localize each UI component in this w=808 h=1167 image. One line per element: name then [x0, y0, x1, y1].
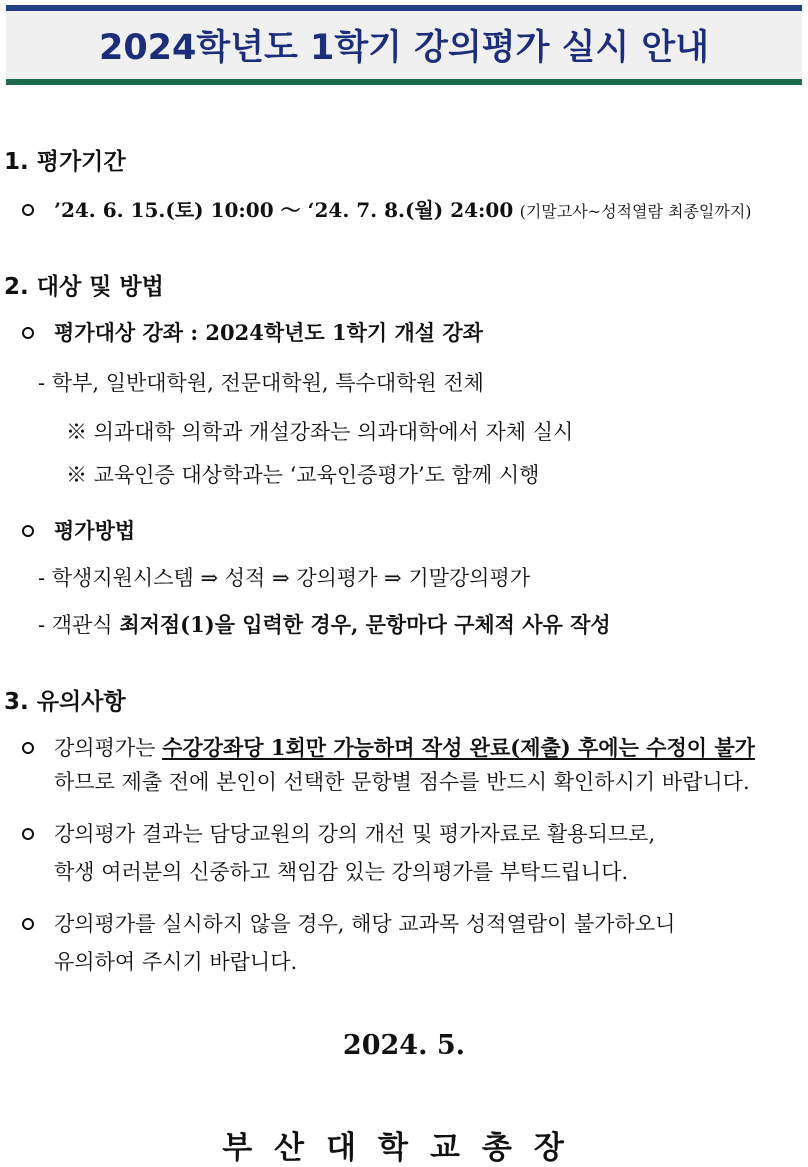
section3-heading: 3. 유의사항 [4, 689, 126, 715]
section1-heading: 1. 평가기간 [4, 149, 126, 175]
method-path: - 학생지원시스템 ⇒ 성적 ⇒ 강의평가 ⇒ 기말강의평가 [38, 566, 531, 590]
period-note: (기말고사~성적열람 최종일까지) [519, 202, 752, 221]
item2-line2: 학생 여러분의 신중하고 책임감 있는 강의평가를 부탁드립니다. [54, 860, 629, 884]
accreditation-note: ※ 교육인증 대상학과는 ‘교육인증평가’도 함께 시행 [66, 463, 540, 487]
bullet-circle-icon [22, 828, 34, 840]
bullet-circle-icon [22, 742, 34, 754]
item2-line1: 강의평가 결과는 담당교원의 강의 개선 및 평가자료로 활용되므로, [54, 822, 656, 846]
bullet-circle-icon [22, 525, 34, 537]
method-title: 평가방법 [54, 518, 136, 543]
notice-item-2 [22, 824, 655, 845]
method-rule-prefix: - 객관식 [38, 613, 120, 637]
notice-item-1 [22, 737, 755, 759]
item3-line1: 강의평가를 실시하지 않을 경우, 해당 교과목 성적열람이 불가하오니 [54, 912, 676, 936]
bullet-circle-icon [22, 204, 34, 216]
signer-name: 부산대학교총장 [222, 1130, 586, 1166]
target-title: 평가대상 강좌 : 2024학년도 1학기 개설 강좌 [54, 320, 483, 345]
item1-line2: 하므로 제출 전에 본인이 선택한 문항별 점수를 반드시 확인하시기 바랍니다. [54, 770, 750, 794]
page-title: 2024학년도 1학기 강의평가 실시 안내 [98, 28, 710, 68]
section2-heading: 2. 대상 및 방법 [4, 274, 164, 300]
notice-item-3 [22, 914, 675, 935]
target-scope: - 학부, 일반대학원, 전문대학원, 특수대학원 전체 [38, 371, 484, 395]
item1-prefix: 강의평가는 [54, 736, 163, 760]
method-rule [38, 614, 611, 636]
bullet-circle-icon [22, 918, 34, 930]
title-banner [6, 5, 802, 85]
target-courses [22, 322, 483, 343]
evaluation-period [22, 200, 752, 220]
method-rule-bold: 최저점(1)을 입력한 경우, 문항마다 구체적 사유 작성 [119, 612, 611, 637]
medical-note: ※ 의과대학 의학과 개설강좌는 의과대학에서 자체 실시 [66, 420, 574, 444]
period-main: ’24. 6. 15.(토) 10:00 ～ ‘24. 7. 8.(월) 24:00 [54, 198, 514, 222]
issue-date: 2024. 5. [342, 1030, 466, 1061]
item1-underlined: 수강강좌당 1회만 가능하며 작성 완료(제출) 후에는 수정이 불가 [162, 735, 755, 760]
item3-line2: 유의하여 주시기 바랍니다. [54, 950, 298, 974]
bullet-circle-icon [22, 327, 34, 339]
method-heading [22, 520, 135, 541]
